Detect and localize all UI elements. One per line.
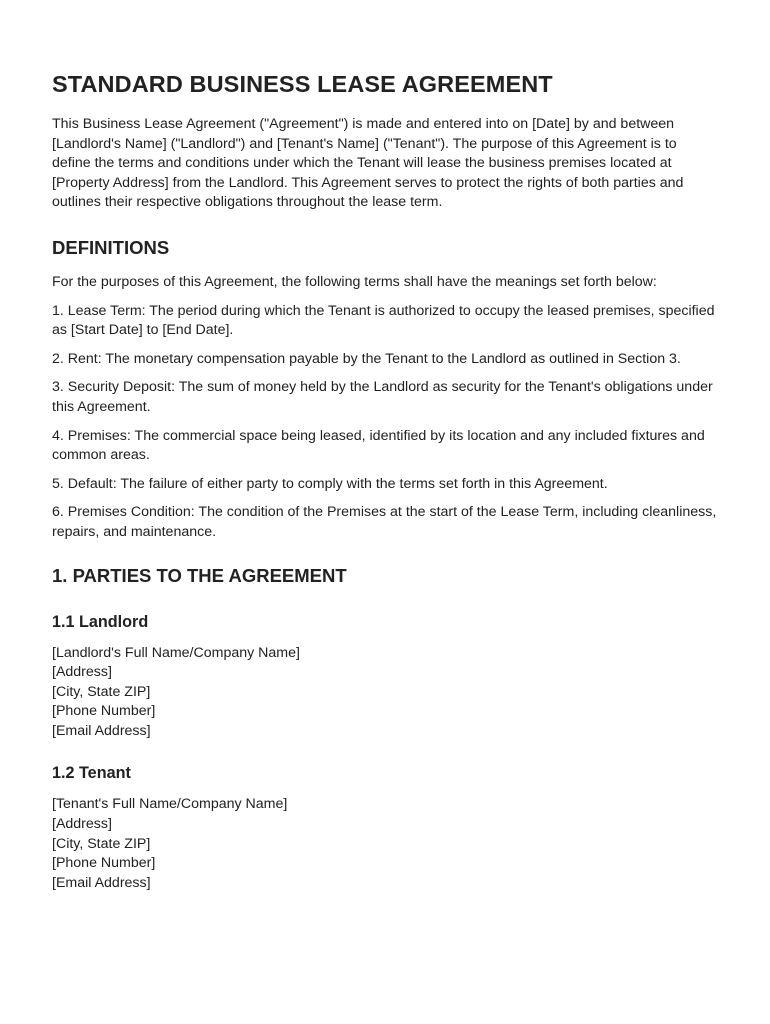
tenant-city-line: [City, State ZIP] (52, 835, 151, 852)
tenant-subsection (52, 763, 718, 893)
parties-heading: 1. PARTIES TO THE AGREEMENT (52, 564, 347, 586)
definitions-heading: DEFINITIONS (52, 236, 170, 258)
tenant-name-line: [Tenant's Full Name/Company Name] (52, 796, 288, 813)
landlord-email-line: [Email Address] (52, 722, 151, 739)
landlord-address-line: [Address] (52, 664, 112, 681)
tenant-email-line: [Email Address] (52, 874, 151, 891)
definitions-lead: For the purposes of this Agreement, the following terms shall have the meanings set forth below: (52, 273, 657, 290)
tenant-phone-line: [Phone Number] (52, 855, 156, 872)
definition-item: 1. Lease Term: The period during which the Tenant is authorized to occupy the leased premises, specified as [Start Date] to [End Date]. (52, 302, 715, 339)
definitions-section (52, 237, 718, 543)
landlord-address-block (52, 644, 718, 742)
landlord-subsection (52, 612, 718, 742)
definitions-list (52, 302, 718, 543)
landlord-heading: 1.1 Landlord (52, 612, 149, 631)
definition-item: 3. Security Deposit: The sum of money held by the Landlord as security for the Tenant's obligations under this Agreement. (52, 379, 713, 415)
definition-item: 6. Premises Condition: The condition of the Premises at the start of the Lease Term, including cleanliness, repairs, and maintenance. (52, 504, 717, 540)
definition-item: 2. Rent: The monetary compensation payable by the Tenant to the Landlord as outlined in Section 3. (52, 350, 681, 367)
landlord-city-line: [City, State ZIP] (52, 683, 151, 700)
intro-paragraph: This Business Lease Agreement ("Agreement") is made and entered into on [Date] by and between [Landlord's Name] ("Landlord") and [Tenant's Name] ("Tenant"). The purpose of this Agreement is to define the terms and conditions under which the Tenant will lease the business premises located at [Property Address] from the Landlord. This Agreement serves to protect the rights of both parties and outlines their respective obligations throughout the lease term. (52, 116, 684, 211)
document-title: STANDARD BUSINESS LEASE AGREEMENT (52, 71, 553, 97)
definition-item: 5. Default: The failure of either party to comply with the terms set forth in this Agreement. (52, 475, 608, 492)
tenant-address-line: [Address] (52, 816, 112, 833)
tenant-address-block (52, 795, 718, 893)
landlord-phone-line: [Phone Number] (52, 703, 156, 720)
definition-item: 4. Premises: The commercial space being leased, identified by its location and any included fixtures and common areas. (52, 427, 705, 464)
landlord-name-line: [Landlord's Full Name/Company Name] (52, 644, 300, 661)
parties-section (52, 565, 718, 894)
tenant-heading: 1.2 Tenant (52, 764, 131, 783)
